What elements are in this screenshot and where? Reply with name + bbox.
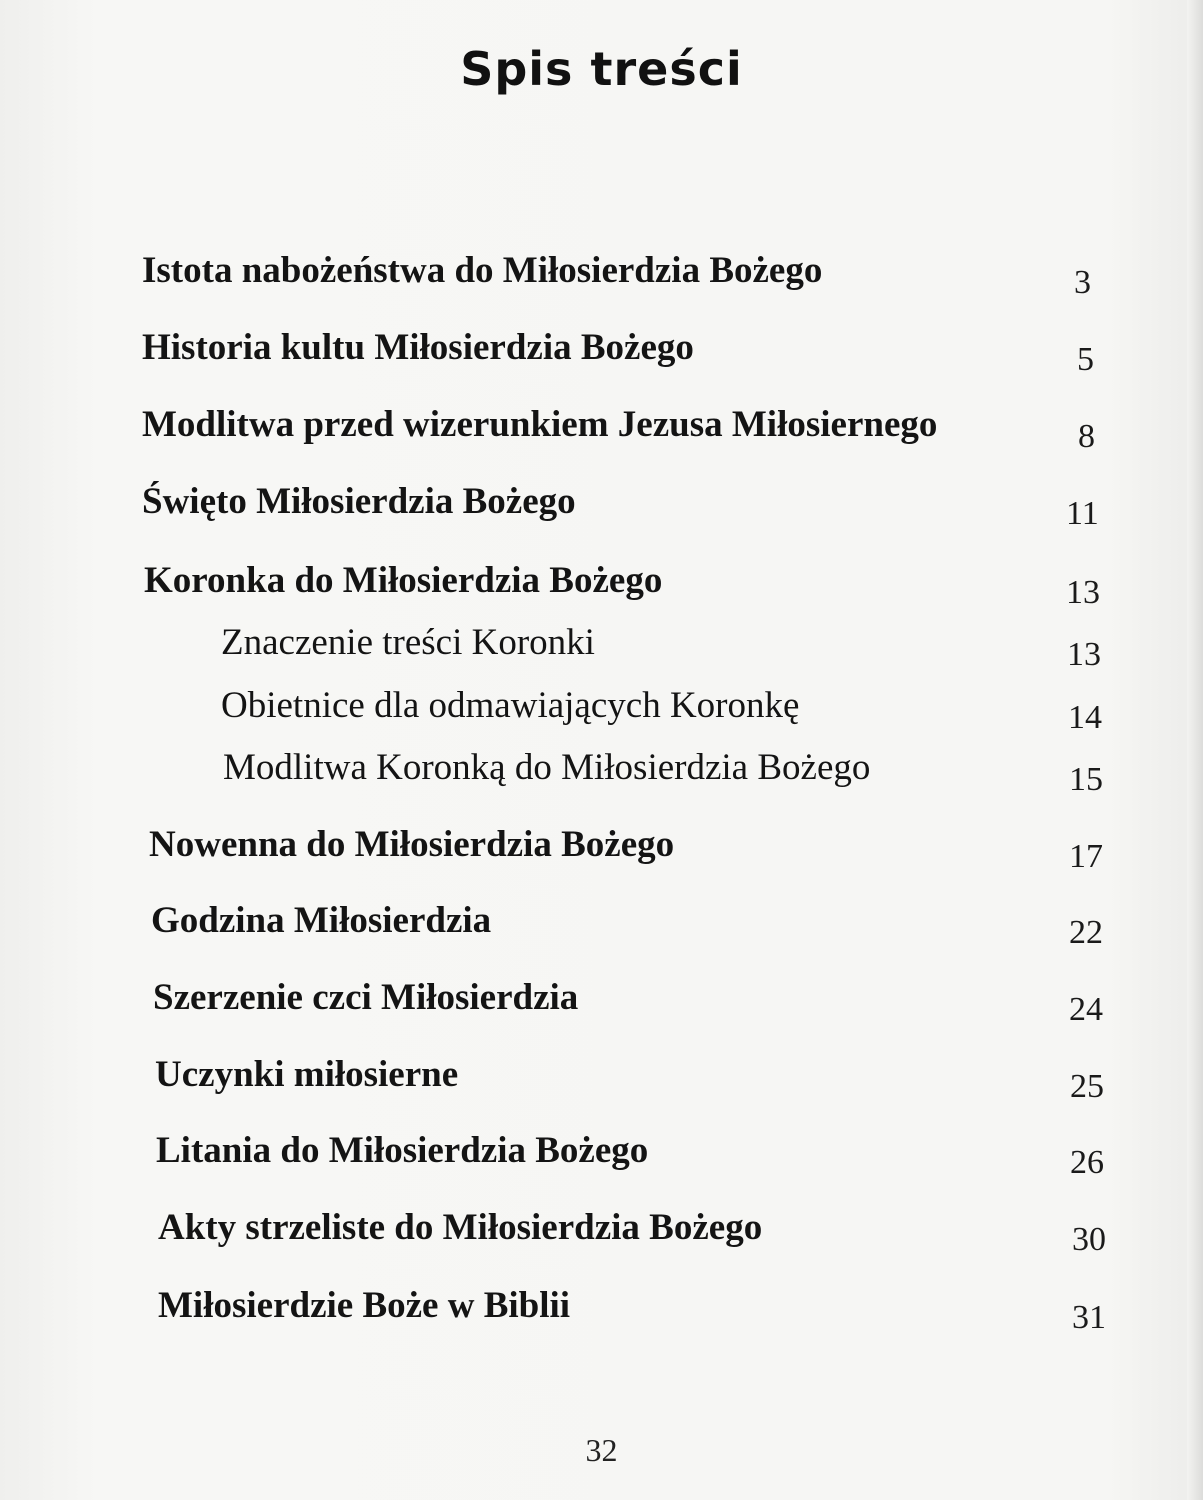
page-number: 32 <box>585 1432 618 1468</box>
toc-entry <box>158 1283 1118 1336</box>
toc-entry <box>142 325 1102 378</box>
toc-entry-title: Znaczenie treści Koronki <box>221 622 595 663</box>
toc-entry-page: 26 <box>1070 1144 1104 1181</box>
toc-entry-page: 25 <box>1070 1068 1104 1105</box>
toc-entry-page: 22 <box>1069 914 1103 951</box>
toc-entry-page: 3 <box>1074 264 1091 301</box>
toc-entry <box>149 822 1109 875</box>
toc-entry-title: Istota nabożeństwa do Miłosierdzia Bożego <box>142 250 823 291</box>
toc-entry-title: Szerzenie czci Miłosierdzia <box>153 977 579 1018</box>
toc-entry <box>142 248 1102 301</box>
toc-entry-page: 13 <box>1067 636 1101 673</box>
toc-entry <box>151 898 1111 951</box>
toc-entry <box>142 479 1102 532</box>
toc-entry <box>155 1052 1115 1105</box>
toc-entry-title: Święto Miłosierdzia Bożego <box>142 481 576 522</box>
toc-entry-title: Nowenna do Miłosierdzia Bożego <box>149 824 675 865</box>
toc-entry <box>153 975 1113 1028</box>
toc-entry-page: 13 <box>1066 574 1100 611</box>
toc-entry-page: 17 <box>1069 838 1103 875</box>
toc-entry-page: 24 <box>1069 991 1103 1028</box>
toc-subentry <box>221 683 1102 736</box>
toc-entry-page: 14 <box>1068 699 1102 736</box>
toc-entry-title: Miłosierdzie Boże w Biblii <box>158 1285 571 1326</box>
toc-subentry <box>221 620 1101 673</box>
toc-entry <box>156 1128 1116 1181</box>
toc-entry-title: Uczynki miłosierne <box>155 1054 459 1095</box>
toc-entry-page: 5 <box>1077 341 1094 378</box>
toc-entry <box>142 402 1102 455</box>
toc-entry-title: Modlitwa przed wizerunkiem Jezusa Miłosiernego <box>142 404 938 445</box>
toc-entry-page: 11 <box>1066 495 1099 532</box>
toc-entry-title: Akty strzeliste do Miłosierdzia Bożego <box>158 1207 763 1248</box>
page-edge-shadow <box>1187 0 1203 1500</box>
toc-subentry <box>223 745 1103 798</box>
toc-entry-page: 8 <box>1078 418 1095 455</box>
toc-entry-title: Litania do Miłosierdzia Bożego <box>156 1130 649 1171</box>
toc-entry-title: Koronka do Miłosierdzia Bożego <box>144 560 663 601</box>
toc-entry <box>144 558 1104 611</box>
toc-entry-page: 30 <box>1072 1221 1106 1258</box>
toc-entry-title: Modlitwa Koronką do Miłosierdzia Bożego <box>223 747 871 788</box>
toc-entry-page: 15 <box>1069 761 1103 798</box>
toc-entry-title: Historia kultu Miłosierdzia Bożego <box>142 327 694 368</box>
toc-entry <box>158 1205 1118 1258</box>
toc-entry-title: Godzina Miłosierdzia <box>151 900 492 941</box>
page-title: Spis treści <box>460 42 743 96</box>
toc-entry-title: Obietnice dla odmawiających Koronkę <box>221 685 800 726</box>
toc-entry-page: 31 <box>1072 1299 1106 1336</box>
